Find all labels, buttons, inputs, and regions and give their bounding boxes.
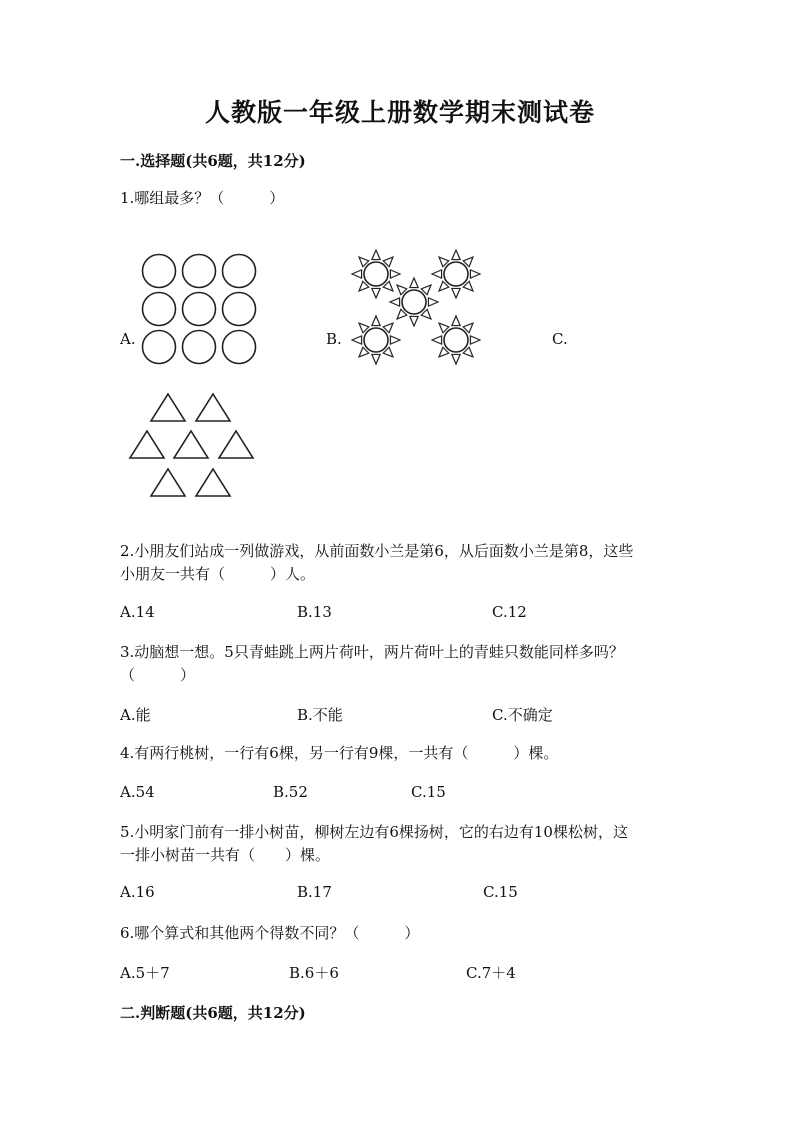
question-6-option-b: B.6＋6 bbox=[289, 964, 339, 982]
question-3-text-line2: （ ） bbox=[120, 666, 196, 684]
circle-grid bbox=[143, 255, 256, 364]
sun-icon bbox=[352, 316, 400, 364]
question-2-option-c: C.12 bbox=[492, 603, 527, 621]
suns-figure bbox=[348, 246, 488, 366]
question-6-option-a: A.5＋7 bbox=[120, 964, 170, 982]
question-5-text-line2: 一排小树苗一共有（ ）棵。 bbox=[120, 846, 331, 864]
question-1-option-c: C. bbox=[552, 330, 568, 348]
question-4-option-a: A.54 bbox=[120, 783, 155, 801]
question-5-option-b: B.17 bbox=[297, 883, 332, 901]
question-5-option-c: C.15 bbox=[483, 883, 518, 901]
question-3-option-a: A.能 bbox=[120, 706, 151, 724]
question-1-option-b: B. bbox=[326, 330, 342, 348]
triangles-figure bbox=[128, 392, 258, 500]
sun-icon bbox=[352, 250, 400, 298]
question-2-option-a: A.14 bbox=[120, 603, 155, 621]
question-2-text-line1: 2.小朋友们站成一列做游戏，从前面数小兰是第6，从后面数小兰是第8，这些 bbox=[120, 542, 634, 560]
question-2-text-line2: 小朋友一共有（ ）人。 bbox=[120, 565, 316, 583]
question-6-option-c: C.7＋4 bbox=[466, 964, 516, 982]
page-title: 人教版一年级上册数学期末测试卷 bbox=[204, 98, 595, 127]
question-4-option-c: C.15 bbox=[411, 783, 446, 801]
question-3-option-b: B.不能 bbox=[297, 706, 343, 724]
question-1-text: 1.哪组最多？（ ） bbox=[120, 189, 285, 207]
question-6-text: 6.哪个算式和其他两个得数不同？（ ） bbox=[120, 924, 420, 942]
sun-icon bbox=[432, 250, 480, 298]
question-2-option-b: B.13 bbox=[297, 603, 332, 621]
question-4-text: 4.有两行桃树，一行有6棵，另一行有9棵，一共有（ ）棵。 bbox=[120, 744, 559, 762]
question-5-text-line1: 5.小明家门前有一排小树苗，柳树左边有6棵扬树，它的右边有10棵松树，这 bbox=[120, 823, 628, 841]
sun-icon bbox=[432, 316, 480, 364]
question-5-option-a: A.16 bbox=[120, 883, 155, 901]
circles-figure bbox=[140, 252, 258, 368]
question-1-option-a: A. bbox=[120, 330, 136, 348]
question-4-option-b: B.52 bbox=[273, 783, 308, 801]
section-heading-choice: 一.选择题(共6题，共12分) bbox=[120, 152, 306, 170]
question-3-text-line1: 3.动脑想一想。5只青蛙跳上两片荷叶，两片荷叶上的青蛙只数能同样多吗？ bbox=[120, 643, 624, 661]
question-3-option-c: C.不确定 bbox=[492, 706, 553, 724]
section-heading-judgement: 二.判断题(共6题，共12分) bbox=[120, 1004, 306, 1022]
sun-icon bbox=[390, 278, 438, 326]
triangle-group bbox=[130, 394, 253, 496]
